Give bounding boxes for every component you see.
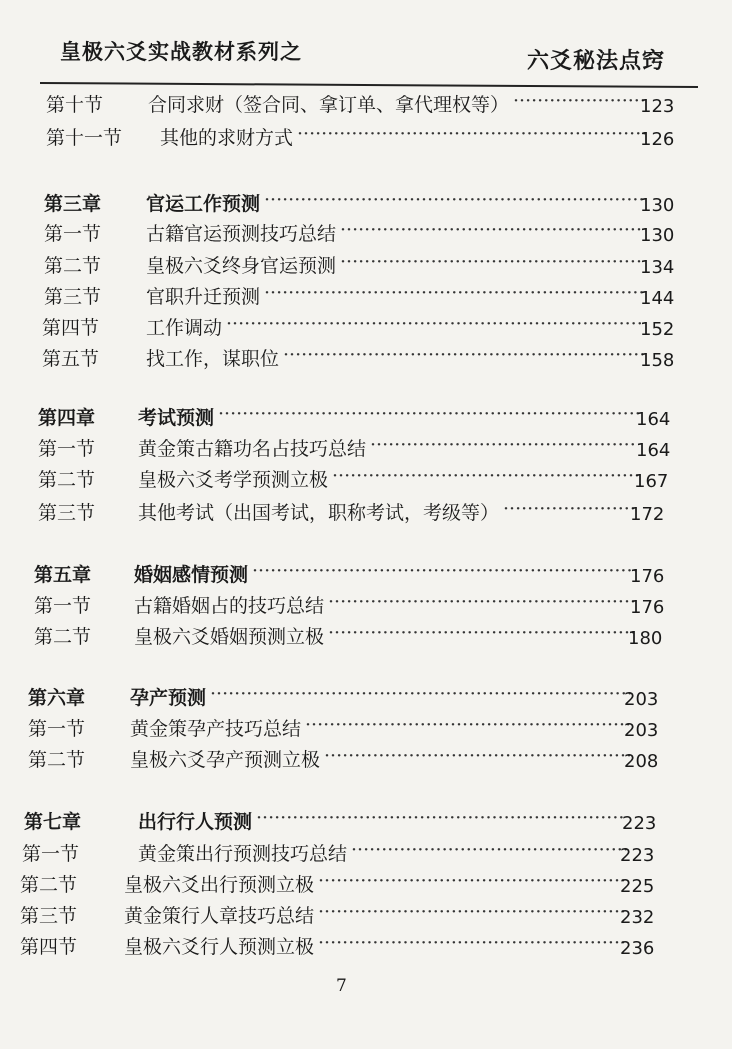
toc-leader-dots: ···························································· bbox=[283, 344, 646, 366]
toc-page-number: 236 bbox=[620, 938, 655, 959]
toc-leader-dots: ································································ bbox=[252, 560, 639, 582]
toc-page-number: 152 bbox=[640, 319, 675, 340]
page-number: 7 bbox=[336, 976, 347, 996]
toc-leader-dots: ······································································ bbox=[218, 403, 641, 425]
toc-label: 第四节 bbox=[42, 317, 100, 339]
toc-section-row bbox=[0, 839, 690, 869]
toc-label: 第六章 bbox=[28, 687, 86, 709]
toc-leader-dots: ··················································· bbox=[332, 465, 641, 487]
toc-leader-dots: ··················································· bbox=[324, 745, 633, 767]
toc-title: 黄金策古籍功名占技巧总结 bbox=[138, 438, 367, 460]
toc-label: 第四节 bbox=[20, 936, 78, 958]
toc-leader-dots: ····································································· bbox=[226, 313, 643, 335]
toc-title: 皇极六爻考学预测立极 bbox=[138, 469, 329, 491]
toc-page-number: 164 bbox=[636, 409, 671, 430]
toc-title: 皇极六爻行人预测立极 bbox=[124, 936, 315, 958]
toc-leader-dots: ······························································· bbox=[264, 189, 645, 211]
toc-label: 第二节 bbox=[28, 749, 86, 771]
toc-section-row bbox=[0, 901, 690, 931]
toc-label: 第二节 bbox=[34, 626, 92, 648]
toc-section-row bbox=[0, 123, 690, 153]
toc-label: 第三节 bbox=[20, 905, 78, 927]
toc-label: 第十节 bbox=[46, 94, 104, 116]
toc-leader-dots: ·················································· bbox=[340, 251, 642, 273]
toc-leader-dots: ······················ bbox=[503, 498, 636, 520]
toc-title: 工作调动 bbox=[146, 317, 223, 339]
toc-page-number: 158 bbox=[640, 350, 675, 371]
toc-section-row bbox=[0, 434, 690, 464]
toc-page-number: 134 bbox=[640, 257, 675, 278]
toc-page-number: 164 bbox=[636, 440, 671, 461]
book-title: 六爻秘法点窍 bbox=[527, 48, 666, 74]
toc-page-number: 180 bbox=[628, 628, 663, 649]
toc-title: 考试预测 bbox=[138, 407, 215, 429]
toc-title: 皇极六爻婚姻预测立极 bbox=[134, 626, 325, 648]
toc-label: 第三节 bbox=[44, 286, 102, 308]
toc-leader-dots: ··················································· bbox=[318, 870, 627, 892]
toc-label: 第一节 bbox=[28, 718, 86, 740]
toc-section-row bbox=[0, 498, 690, 528]
toc-section-row bbox=[0, 714, 690, 744]
toc-title: 皇极六爻出行预测立极 bbox=[124, 874, 315, 896]
toc-page-number: 223 bbox=[620, 845, 655, 866]
toc-title: 其他的求财方式 bbox=[160, 127, 294, 149]
toc-page-number: 223 bbox=[622, 813, 657, 834]
toc-leader-dots: ··················································· bbox=[328, 591, 637, 613]
toc-page-number: 176 bbox=[630, 597, 665, 618]
toc-page-number: 203 bbox=[624, 689, 659, 710]
toc-title: 官运工作预测 bbox=[146, 193, 261, 215]
toc-section-row bbox=[0, 251, 690, 281]
toc-label: 第一节 bbox=[34, 595, 92, 617]
toc-page-number: 123 bbox=[640, 96, 675, 117]
toc-section-row bbox=[0, 344, 690, 374]
series-title: 皇极六爻实战教材系列之 bbox=[60, 39, 302, 64]
toc-leader-dots: ······················ bbox=[513, 90, 646, 112]
toc-page-number: 130 bbox=[640, 225, 675, 246]
toc-section-row bbox=[0, 465, 690, 495]
toc-page-number: 176 bbox=[630, 566, 665, 587]
toc-title: 古籍官运预测技巧总结 bbox=[146, 223, 337, 245]
toc-title: 孕产预测 bbox=[130, 687, 207, 709]
toc-page-number: 208 bbox=[624, 751, 659, 772]
toc-page-number: 203 bbox=[624, 720, 659, 741]
toc-label: 第一节 bbox=[38, 438, 96, 460]
toc-leader-dots: ······················································ bbox=[305, 714, 632, 736]
toc-label: 第二节 bbox=[44, 255, 102, 277]
toc-page-number: 130 bbox=[640, 195, 675, 216]
toc-chapter-row bbox=[0, 560, 690, 590]
toc-section-row bbox=[0, 932, 690, 962]
toc-label: 第二节 bbox=[38, 469, 96, 491]
toc-title: 黄金策出行预测技巧总结 bbox=[138, 843, 348, 865]
toc-label: 第七章 bbox=[24, 811, 82, 833]
toc-title: 婚姻感情预测 bbox=[134, 564, 249, 586]
toc-page-number: 172 bbox=[630, 504, 665, 525]
toc-page-number: 126 bbox=[640, 129, 675, 150]
toc-label: 第五章 bbox=[34, 564, 92, 586]
toc-section-row bbox=[0, 591, 690, 621]
toc-leader-dots: ··················································· bbox=[318, 901, 627, 923]
toc-leader-dots: ····························································· bbox=[256, 807, 625, 829]
toc-section-row bbox=[0, 219, 690, 249]
toc-label: 第一节 bbox=[22, 843, 80, 865]
toc-section-row bbox=[0, 313, 690, 343]
toc-label: 第五节 bbox=[42, 348, 100, 370]
toc-page-number: 232 bbox=[620, 907, 655, 928]
toc-label: 第一节 bbox=[44, 223, 102, 245]
toc-section-row bbox=[0, 282, 690, 312]
toc-leader-dots: ······································································ bbox=[210, 683, 633, 705]
toc-title: 黄金策行人章技巧总结 bbox=[124, 905, 315, 927]
toc-leader-dots: ··················································· bbox=[318, 932, 627, 954]
toc-chapter-row bbox=[0, 189, 690, 219]
toc-leader-dots: ·························································· bbox=[297, 123, 648, 145]
toc-section-row bbox=[0, 90, 690, 120]
toc-chapter-row bbox=[0, 683, 690, 713]
toc-label: 第三章 bbox=[44, 193, 102, 215]
toc-title: 合同求财（签合同、拿订单、拿代理权等） bbox=[148, 94, 510, 116]
toc-label: 第二节 bbox=[20, 874, 78, 896]
toc-title: 其他考试（出国考试，职称考试，考级等） bbox=[138, 502, 500, 524]
toc-label: 第四章 bbox=[38, 407, 96, 429]
toc-title: 出行行人预测 bbox=[138, 811, 253, 833]
toc-page-number: 225 bbox=[620, 876, 655, 897]
toc-label: 第十一节 bbox=[46, 127, 123, 149]
toc-leader-dots: ·············································· bbox=[351, 839, 629, 861]
toc-leader-dots: ·················································· bbox=[340, 219, 642, 241]
toc-title: 皇极六爻终身官运预测 bbox=[146, 255, 337, 277]
toc-leader-dots: ······························································· bbox=[264, 282, 645, 304]
toc-section-row bbox=[0, 745, 690, 775]
toc-title: 皇极六爻孕产预测立极 bbox=[130, 749, 321, 771]
toc-page-number: 167 bbox=[634, 471, 669, 492]
toc-leader-dots: ··················································· bbox=[328, 622, 637, 644]
toc-title: 官职升迁预测 bbox=[146, 286, 261, 308]
toc-section-row bbox=[0, 622, 690, 652]
toc-title: 找工作，谋职位 bbox=[146, 348, 280, 370]
toc-label: 第三节 bbox=[38, 502, 96, 524]
toc-title: 古籍婚姻占的技巧总结 bbox=[134, 595, 325, 617]
toc-leader-dots: ············································ bbox=[370, 434, 636, 456]
toc-chapter-row bbox=[0, 807, 690, 837]
toc-section-row bbox=[0, 870, 690, 900]
toc-chapter-row bbox=[0, 403, 690, 433]
header-rule bbox=[40, 82, 698, 88]
toc-page-number: 144 bbox=[640, 288, 675, 309]
toc-title: 黄金策孕产技巧总结 bbox=[130, 718, 302, 740]
